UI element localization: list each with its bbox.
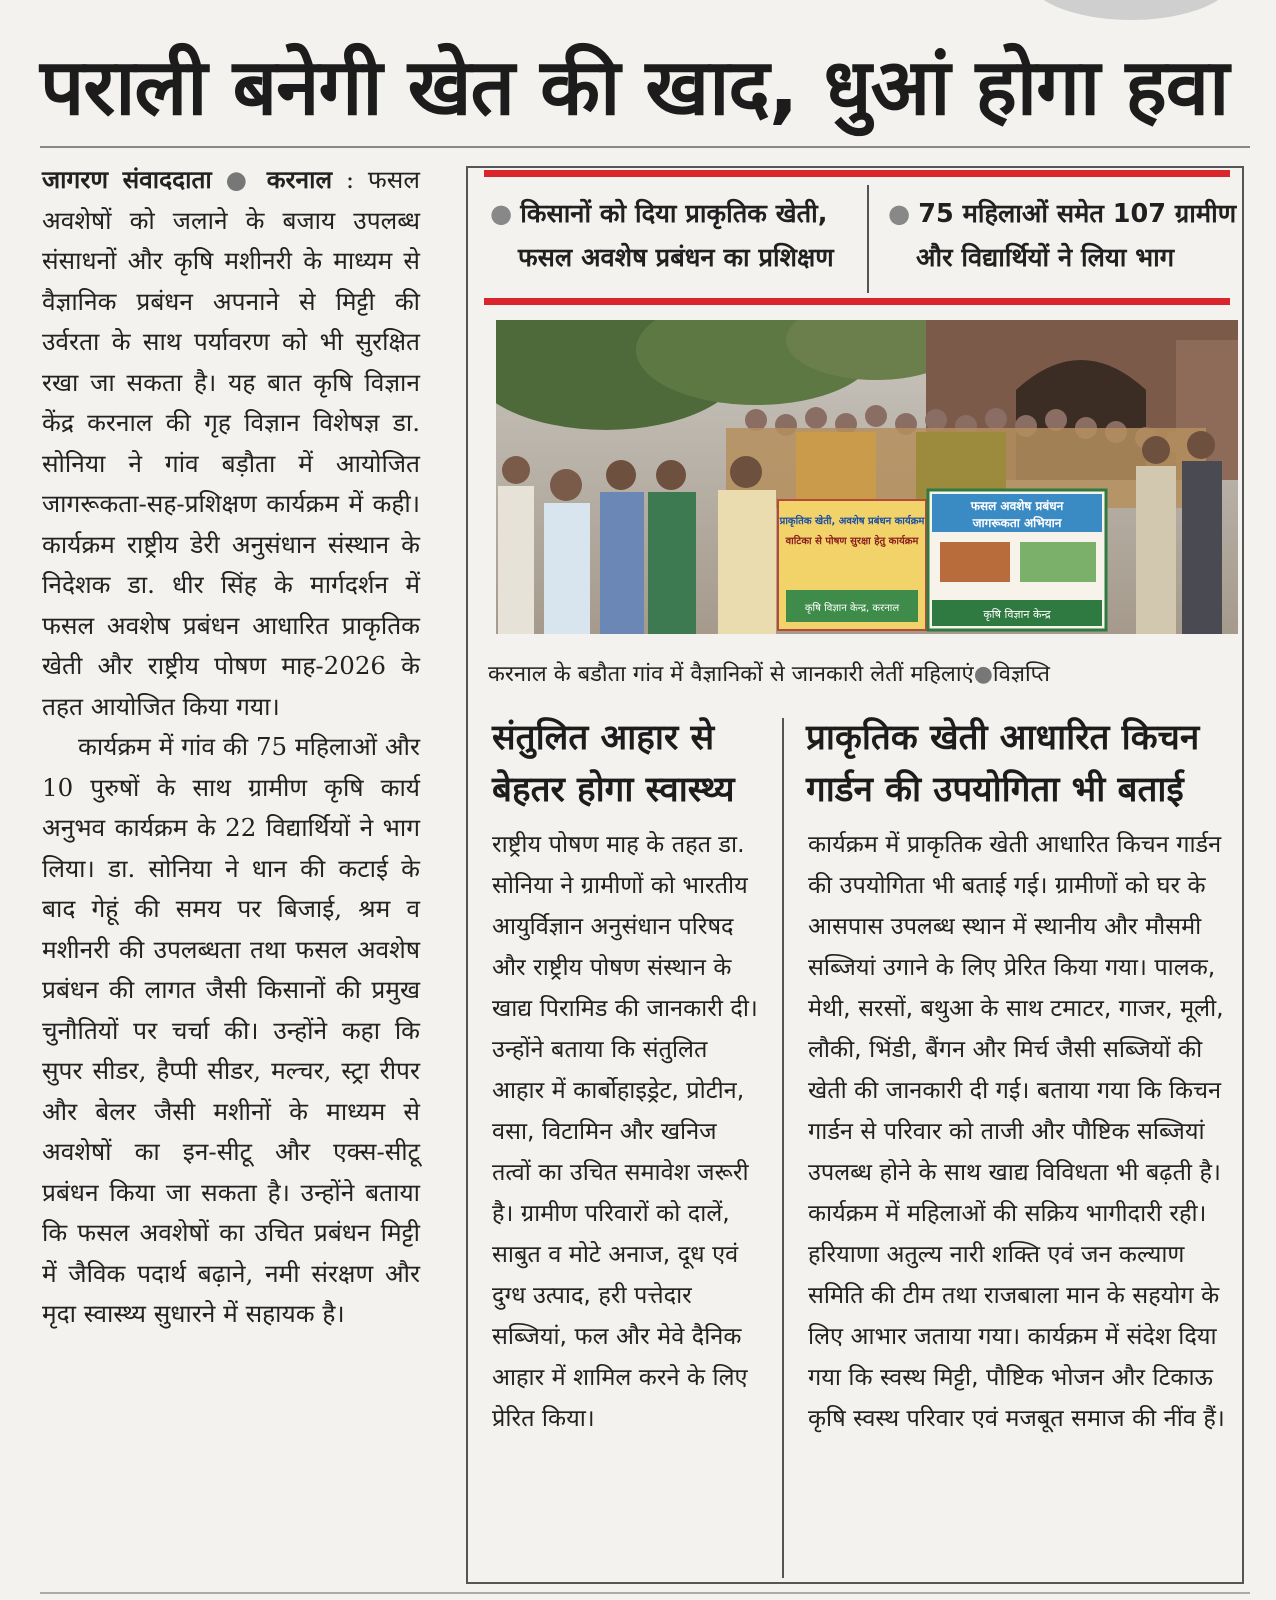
- red-rule-top: [484, 170, 1230, 177]
- bullet-dot-icon: ●: [973, 662, 993, 687]
- byline-place: करनाल: [266, 165, 333, 194]
- highlight-left-line2: फसल अवशेष प्रबंधन का प्रशिक्षण: [518, 243, 834, 273]
- mid-title-line1: संतुलित आहार से: [492, 718, 715, 758]
- bullet-dot-icon: ●: [225, 165, 253, 194]
- mid-article-body: राष्ट्रीय पोषण माह के तहत डा. सोनिया ने ग्रामीणों को भारतीय आयुर्विज्ञान अनुसंधान परिषद और राष्ट्रीय पोषण संस्थान के खाद्य पिरामिड की जानकारी दी। उन्होंने बताया कि संतुलित आहार में कार्बोहाइड्रेट, प्रोटीन, वसा, विटामिन और खनिज तत्वों का उचित समावेश जरूरी है। ग्रामीण परिवारों को दालें, साबुत व मोटे अनाज, दूध एवं दुग्ध उत्पाद, हरी पत्तेदार सब्जियां, फल और मेवे दैनिक आहार में शामिल करने के लिए प्रेरित किया।: [492, 830, 758, 1432]
- bottom-rule: [40, 1592, 1250, 1594]
- right-title-line2: गार्डन की उपयोगिता भी बताई: [806, 770, 1184, 810]
- highlight-right: [888, 192, 1236, 280]
- highlight-separator: [867, 185, 869, 293]
- banner-right-title1: फसल अवशेष प्रबंधन: [970, 499, 1064, 513]
- news-photo: [496, 320, 1238, 634]
- banner-left-line1: प्राकृतिक खेती, अवशेष प्रबंधन कार्यक्रम: [779, 516, 925, 527]
- left-article: [42, 160, 420, 1335]
- left-para-1-text: फसल अवशेषों को जलाने के बजाय उपलब्ध संसाधनों और कृषि मशीनरी के माध्यम से वैज्ञानिक प्रबंधन अपनाने से मिट्टी की उर्वरता के साथ पर्यावरण को भी सुरक्षित रखा जा सकता है। यह बात कृषि विज्ञान केंद्र करनाल की गृह विज्ञान विशेषज्ञ डा. सोनिया ने गांव बड़ौता में आयोजित जागरूकता-सह-प्रशिक्षण कार्यक्रम में कही। कार्यक्रम राष्ट्रीय डेरी अनुसंधान संस्थान के निदेशक डा. धीर सिंह के मार्गदर्शन में फसल अवशेष प्रबंधन आधारित प्राकृतिक खेती और राष्ट्रीय पोषण माह-2026 के तहत आयोजित किया गया।: [42, 165, 420, 721]
- caption-credit: विज्ञप्ति: [992, 662, 1050, 687]
- highlight-left: [490, 192, 834, 280]
- corner-shape: [1026, 0, 1236, 20]
- page-headline: पराली बनेगी खेत की खाद, धुआं होगा हवा: [40, 43, 1229, 133]
- banner-right-footer: कृषि विज्ञान केन्द्र: [983, 608, 1051, 621]
- right-title-line1: प्राकृतिक खेती आधारित किचन: [806, 718, 1200, 758]
- right-article-title: [806, 712, 1199, 816]
- caption-text: करनाल के बडौता गांव में वैज्ञानिकों से जानकारी लेतीं महिलाएं: [488, 662, 974, 687]
- column-separator: [782, 718, 784, 1578]
- highlight-right-line1: ● 75 महिलाओं समेत 107 ग्रामीण: [888, 199, 1237, 229]
- headline-rule: [40, 146, 1250, 148]
- bullet-dot-icon: ●: [490, 199, 513, 229]
- left-para-1: जागरण संवाददाता ● करनाल : फसल अवशेषों को जलाने के बजाय उपलब्ध संसाधनों और कृषि मशीनरी के माध्यम से वैज्ञानिक प्रबंधन अपनाने से मिट्टी की उर्वरता के साथ पर्यावरण को भी सुरक्षित रखा जा सकता है। यह बात कृषि विज्ञान केंद्र करनाल की गृह विज्ञान विशेषज्ञ डा. सोनिया ने गांव बड़ौता में आयोजित जागरूकता-सह-प्रशिक्षण कार्यक्रम में कही। कार्यक्रम राष्ट्रीय डेरी अनुसंधान संस्थान के निदेशक डा. धीर सिंह के मार्गदर्शन में फसल अवशेष प्रबंधन आधारित प्राकृतिक खेती और राष्ट्रीय पोषण माह-2026 के तहत आयोजित किया गया।: [42, 165, 420, 721]
- left-para-2: कार्यक्रम में गांव की 75 महिलाओं और 10 पुरुषों के साथ ग्रामीण कृषि कार्य अनुभव कार्यक्रम के 22 विद्यार्थियों ने भाग लिया। डा. सोनिया ने धान की कटाई के बाद गेहूं की समय पर बिजाई, श्रम व मशीनरी की उपलब्धता तथा फसल अवशेष प्रबंधन की लागत जैसी किसानों की प्रमुख चुनौतियों पर चर्चा की। उन्होंने कहा कि सुपर सीडर, हैप्पी सीडर, मल्चर, स्ट्रा रीपर और बेलर जैसी मशीनों के माध्यम से अवशेषों का इन-सीटू और एक्स-सीटू प्रबंधन किया जा सकता है। उन्होंने बताया कि फसल अवशेषों का उचित प्रबंधन मिट्टी में जैविक पदार्थ बढ़ाने, नमी संरक्षण और मृदा स्वास्थ्य सुधारने में सहायक है।: [42, 732, 420, 1328]
- red-rule-bottom: [484, 298, 1230, 305]
- group-photo-illustration: [496, 320, 1238, 634]
- mid-title-line2: बेहतर होगा स्वास्थ्य: [492, 770, 735, 810]
- mid-article-title: [492, 712, 735, 816]
- right-article-body: कार्यक्रम में प्राकृतिक खेती आधारित किचन गार्डन की उपयोगिता भी बताई गई। ग्रामीणों को घर के आसपास उपलब्ध स्थान में स्थानीय और मौसमी सब्जियां उगाने के लिए प्रेरित किया गया। पालक, मेथी, सरसों, बथुआ के साथ टमाटर, गाजर, मूली, लौकी, भिंडी, बैंगन और मिर्च जैसी सब्जियों की खेती की जानकारी दी गई। बताया गया कि किचन गार्डन से परिवार को ताजी और पौष्टिक सब्जियां उपलब्ध होने के साथ खाद्य विविधता भी बढ़ती है। कार्यक्रम में महिलाओं की सक्रिय भागीदारी रही। हरियाणा अतुल्य नारी शक्ति एवं जन कल्याण समिति की टीम तथा राजबाला मान के सहयोग के लिए आभार जताया गया। कार्यक्रम में संदेश दिया गया कि स्वस्थ मिट्टी, पौष्टिक भोजन और टिकाऊ कृषि स्वस्थ परिवार एवं मजबूत समाज की नींव हैं।: [808, 830, 1225, 1432]
- highlight-right-line2: और विद्यार्थियों ने लिया भाग: [916, 243, 1175, 273]
- banner-left-line2: वाटिका से पोषण सुरक्षा हेतु कार्यक्रम: [785, 536, 919, 547]
- banner-left-footer: कृषि विज्ञान केन्द्र, करनाल: [804, 603, 900, 614]
- highlight-left-line1: ● किसानों को दिया प्राकृतिक खेती,: [490, 199, 828, 229]
- bullet-dot-icon: ●: [888, 199, 911, 229]
- banner-right-title2: जागरूकता अभियान: [972, 516, 1062, 530]
- photo-caption: [488, 658, 1248, 692]
- byline-source: जागरण संवाददाता: [42, 165, 212, 194]
